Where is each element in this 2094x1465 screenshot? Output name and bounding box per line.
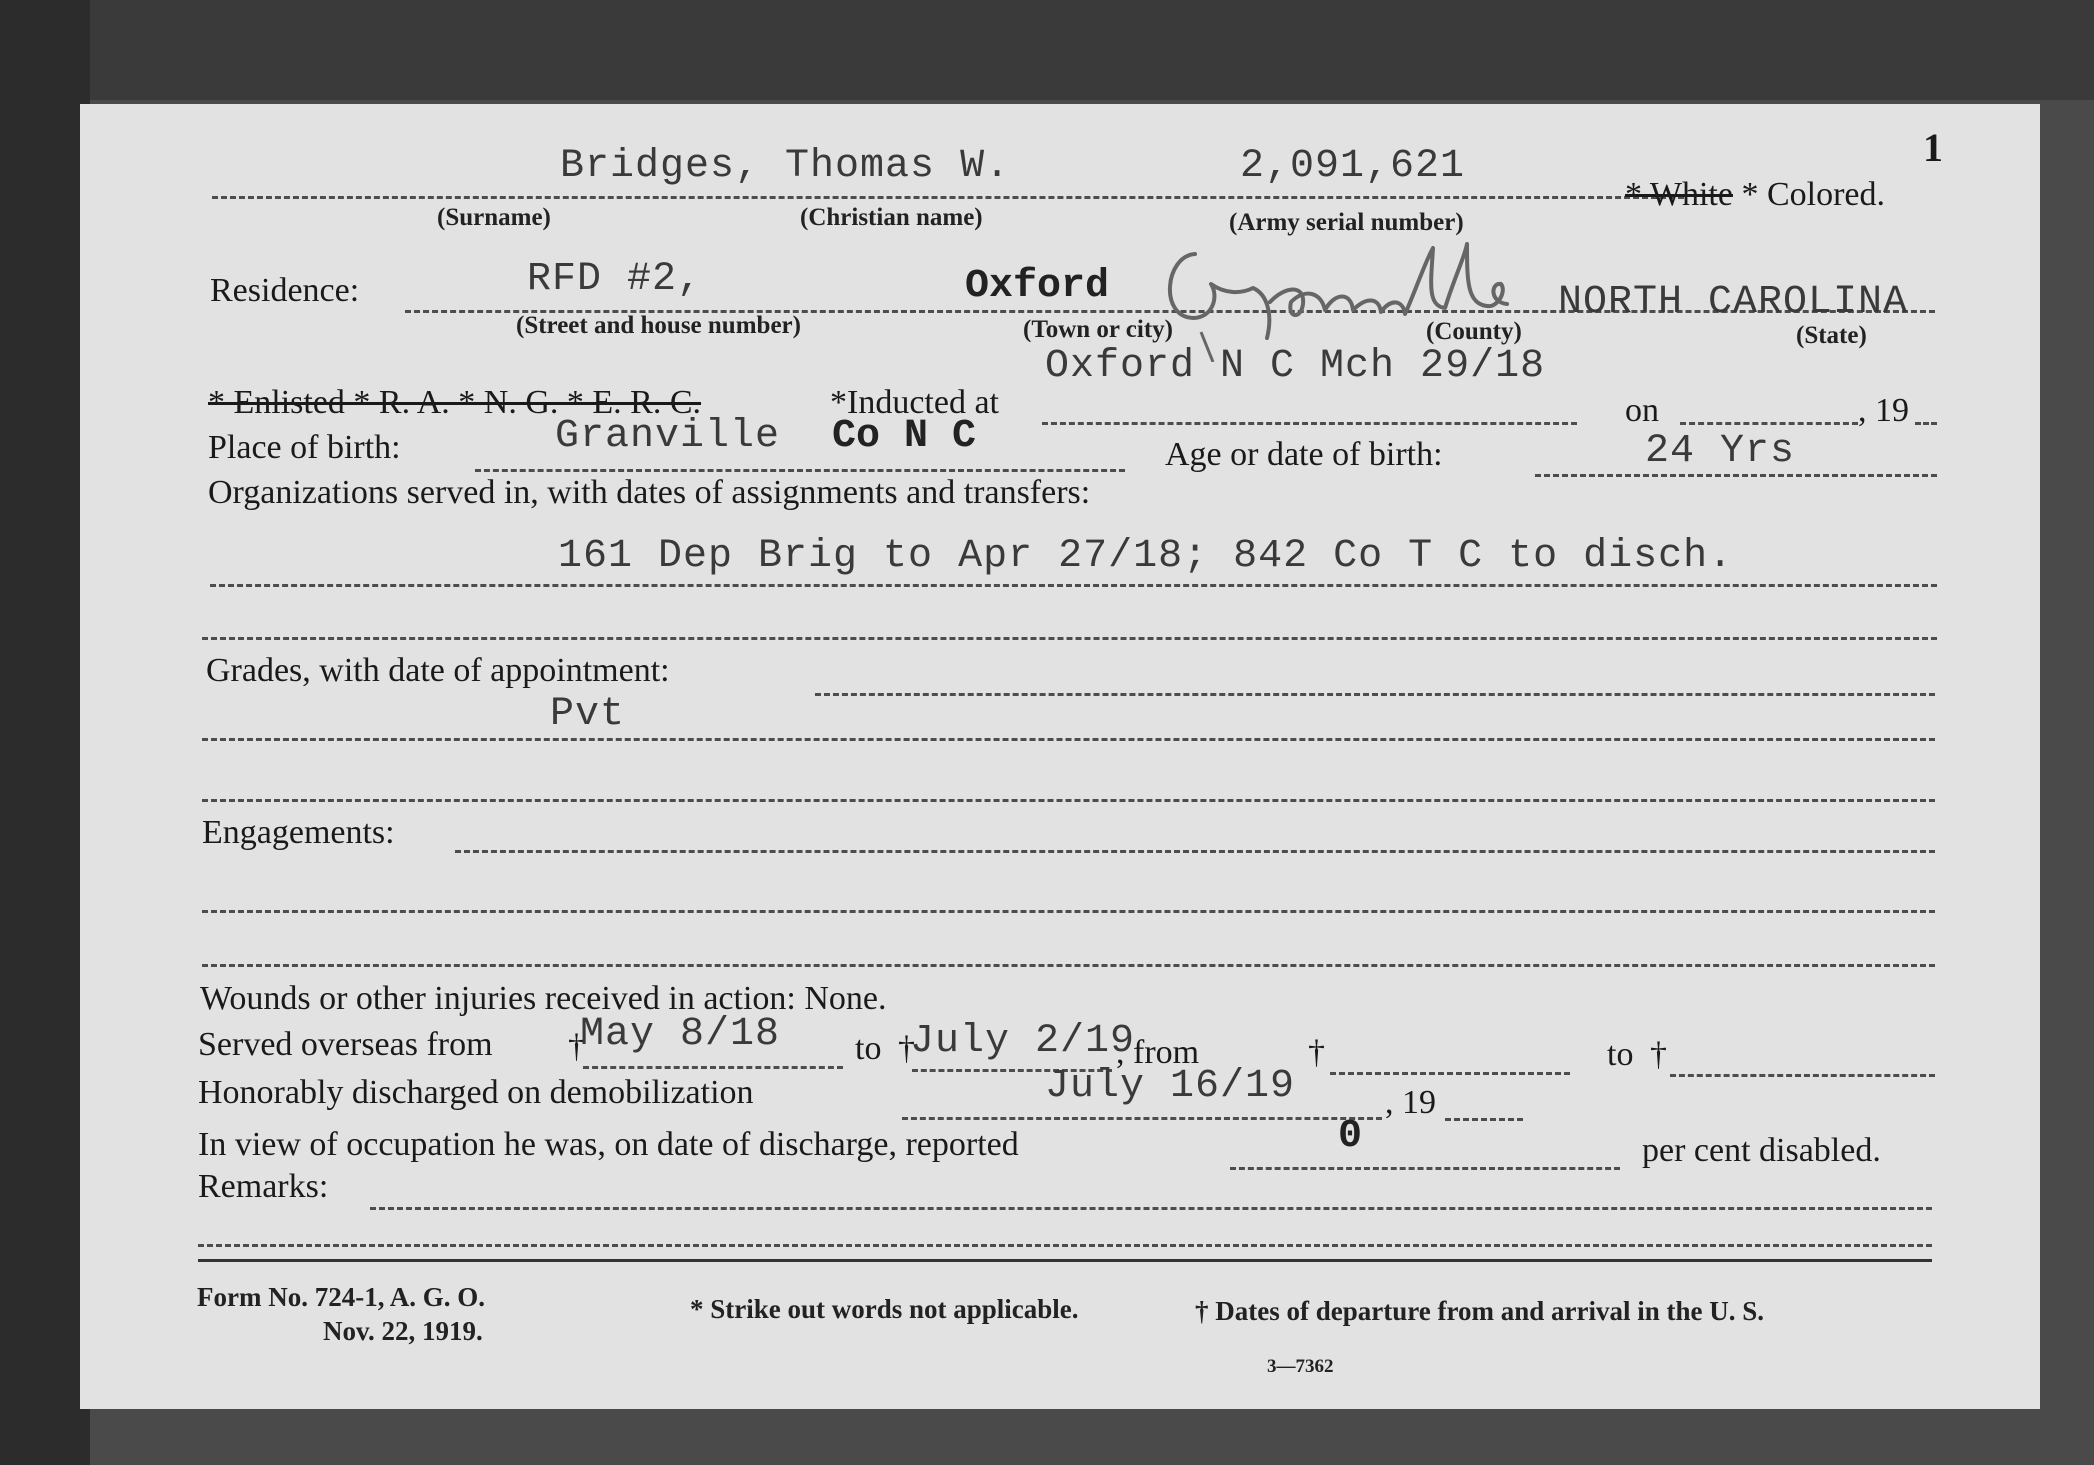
struck-options: * Enlisted * R. A. * N. G. * E. R. C. — [208, 384, 702, 421]
overseas-label: Served overseas from — [198, 1026, 493, 1063]
footer-rule — [198, 1259, 1932, 1262]
serial-caption: (Army serial number) — [1229, 209, 1464, 236]
year-label: , 19 — [1858, 392, 1909, 429]
residence-state: NORTH CAROLINA — [1558, 280, 1909, 325]
organizations-line-2 — [202, 637, 1937, 640]
overseas-from2-label: , from — [1116, 1034, 1200, 1071]
birth-place-line — [475, 469, 1125, 472]
christian-name-caption: (Christian name) — [800, 204, 983, 231]
on-label: on — [1625, 392, 1659, 429]
county-caption: (County) — [1426, 318, 1522, 345]
town-caption: (Town or city) — [1023, 316, 1173, 343]
wounds-label: Wounds or other injuries received in action: None. — [200, 980, 887, 1017]
disability-value: 0 — [1338, 1114, 1363, 1159]
street-caption: (Street and house number) — [516, 312, 801, 339]
dates-note: † Dates of departure from and arrival in the U. S. — [1195, 1296, 1764, 1326]
organizations-value: 161 Dep Brig to Apr 27/18; 842 Co T C to disch. — [558, 534, 1734, 579]
disability-label: In view of occupation he was, on date of discharge, reported — [198, 1126, 1019, 1163]
form-date: Nov. 22, 1919. — [323, 1316, 483, 1346]
induction-value: Oxford N C Mch 29/18 — [1045, 344, 1546, 389]
surname-caption: (Surname) — [437, 204, 551, 231]
remarks-line-2 — [198, 1244, 1932, 1247]
birth-place-value-a: Granville — [555, 414, 781, 459]
engagements-line-2 — [202, 910, 1935, 913]
discharge-label: Honorably discharged on demobilization — [198, 1074, 754, 1111]
organizations-label: Organizations served in, with dates of assignments and transfers: — [208, 474, 1091, 511]
on-line — [1680, 422, 1858, 425]
overseas-from-dagger: † — [568, 1028, 585, 1065]
residence-label: Residence: — [210, 272, 360, 309]
service-record-card — [80, 104, 2040, 1409]
overseas-to-value: July 2/19 — [910, 1019, 1136, 1064]
age-line — [1535, 474, 1937, 477]
engagements-label: Engagements: — [202, 814, 395, 851]
remarks-label: Remarks: — [198, 1168, 329, 1205]
overseas-to-dagger: † — [898, 1030, 915, 1067]
year-line — [1915, 422, 1937, 425]
discharge-value: July 16/19 — [1045, 1064, 1296, 1109]
scanner-background-top — [0, 0, 2094, 100]
white-label: * White — [1625, 176, 1733, 213]
overseas-to2-dagger: † — [1650, 1036, 1667, 1073]
engagements-line-1 — [455, 850, 1935, 853]
overseas-to-label: to — [855, 1030, 882, 1067]
state-caption: (State) — [1796, 322, 1867, 349]
name-value: Bridges, Thomas W. — [560, 144, 1011, 189]
colored-label: * Colored. — [1741, 176, 1886, 213]
residence-street: RFD #2, — [527, 257, 703, 302]
age-value: 24 Yrs — [1645, 429, 1796, 474]
grades-value: Pvt — [550, 692, 626, 737]
grades-line-1 — [815, 693, 1935, 696]
organizations-line-1 — [210, 584, 1937, 587]
strike-note: * Strike out words not applicable. — [690, 1294, 1079, 1324]
scanner-background-left — [0, 0, 90, 1465]
remarks-line-1 — [370, 1207, 1932, 1210]
age-label: Age or date of birth: — [1165, 436, 1443, 473]
grades-line-2 — [202, 738, 1935, 741]
grades-line-3 — [202, 799, 1935, 802]
overseas-from2-line — [1330, 1072, 1570, 1075]
white-colored-group — [1625, 176, 1885, 214]
discharge-year-label: , 19 — [1385, 1084, 1436, 1121]
engagements-line-3 — [202, 964, 1935, 967]
overseas-to2-line — [1670, 1074, 1935, 1077]
discharge-year-line — [1445, 1118, 1523, 1121]
name-line — [212, 196, 1684, 199]
overseas-from-line — [583, 1066, 843, 1069]
grades-label: Grades, with date of appointment: — [206, 652, 670, 689]
serial-value: 2,091,621 — [1240, 144, 1466, 189]
place-of-birth-label: Place of birth: — [208, 429, 401, 466]
overseas-to2-label: to — [1607, 1036, 1634, 1073]
overseas-from-value: May 8/18 — [580, 1012, 781, 1057]
discharge-line — [902, 1117, 1382, 1120]
overseas-from2-dagger: † — [1308, 1034, 1325, 1071]
form-number: Form No. 724-1, A. G. O. — [197, 1282, 485, 1312]
print-code: 3—7362 — [1267, 1356, 1334, 1377]
disability-suffix: per cent disabled. — [1642, 1132, 1881, 1169]
residence-town: Oxford — [965, 264, 1110, 309]
birth-place-value-b: Co N C — [832, 414, 977, 459]
disability-line — [1230, 1167, 1620, 1170]
card-number: 1 — [1923, 125, 1943, 170]
inducted-line — [1042, 422, 1577, 425]
inducted-at-label: *Inducted at — [830, 384, 999, 421]
